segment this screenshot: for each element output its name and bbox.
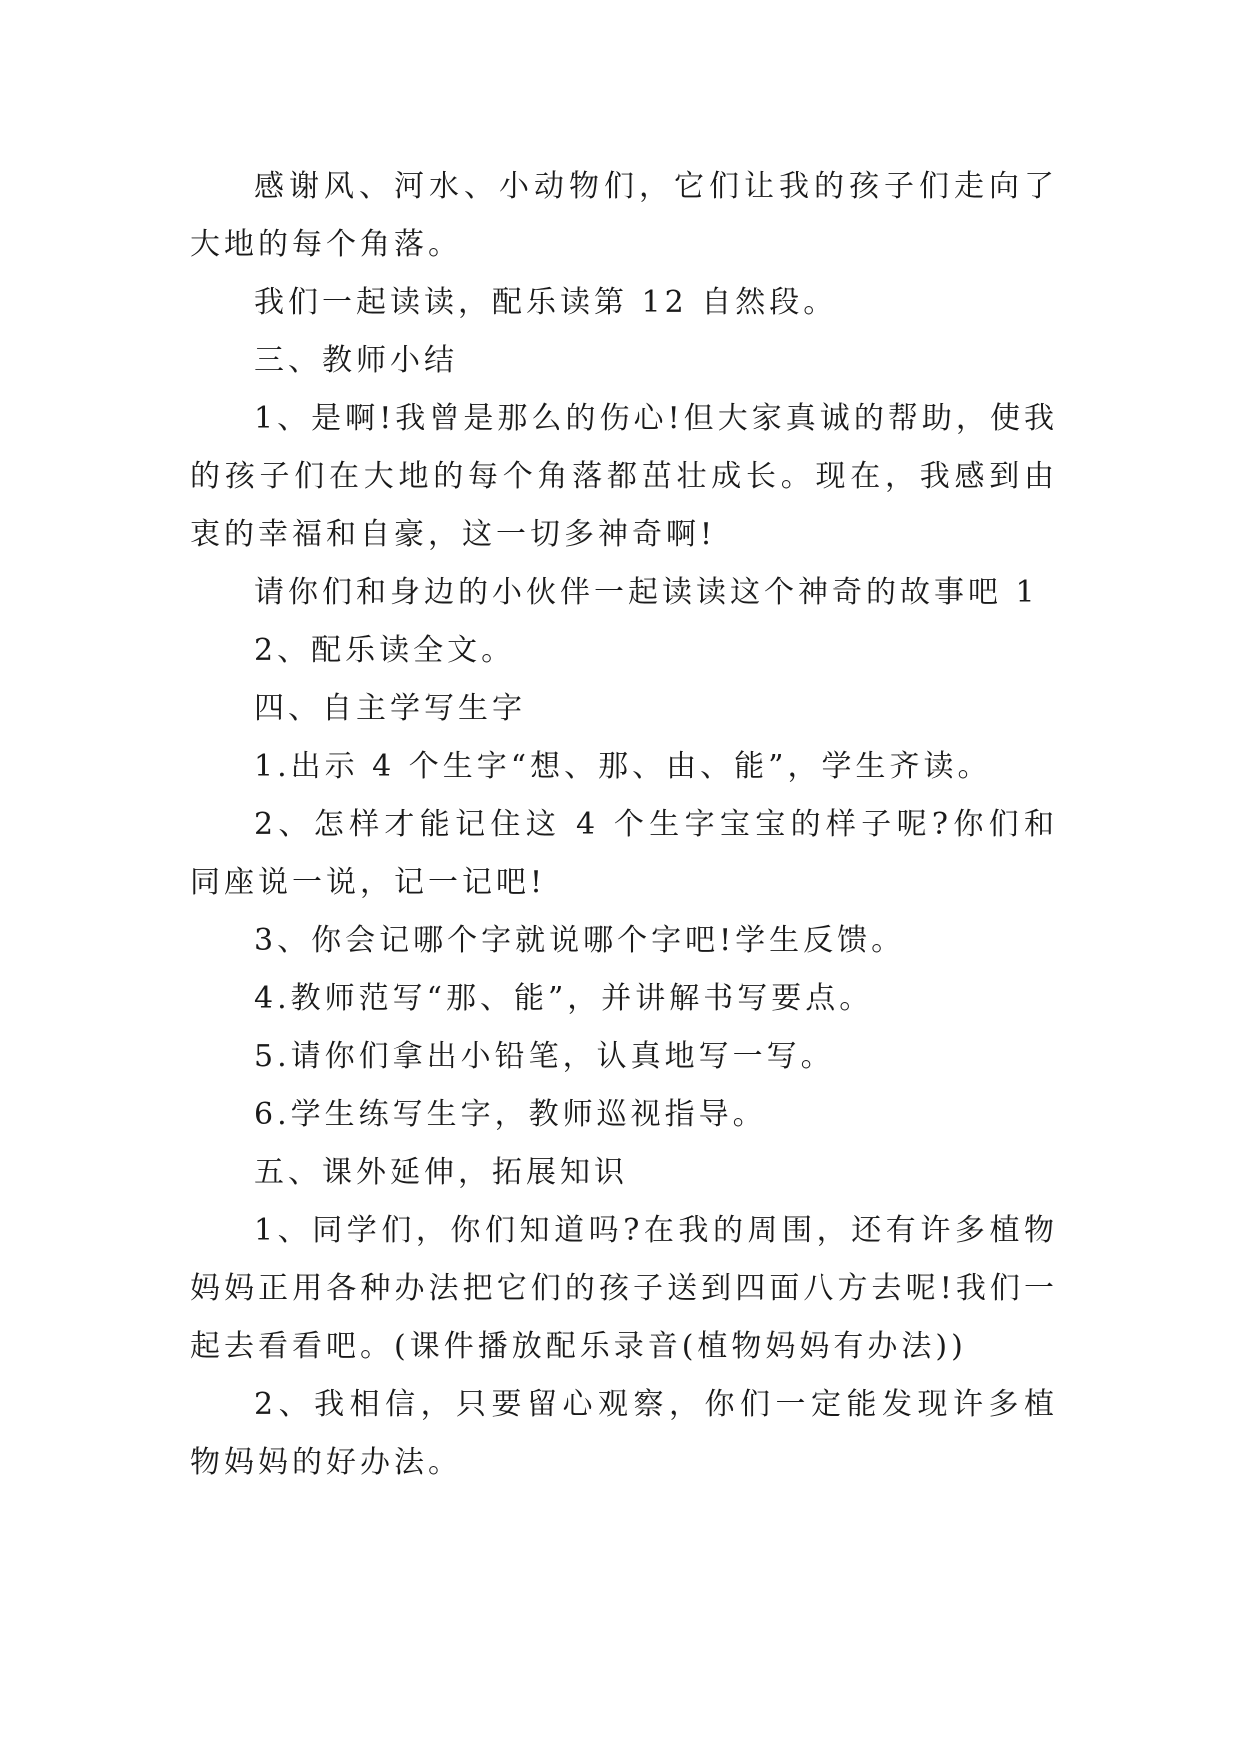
paragraph-summary-2: 2、配乐读全文。 <box>254 633 516 668</box>
paragraph-writing-2: 2、怎样才能记住这 4 个生字宝宝的样子呢?你们和同座说一说，记一记吧! <box>190 807 1058 900</box>
paragraph-summary-invite: 请你们和身边的小伙伴一起读读这个神奇的故事吧 1 <box>254 575 1039 610</box>
paragraph-thanks: 感谢风、河水、小动物们，它们让我的孩子们走向了大地的每个角落。 <box>190 169 1058 262</box>
paragraph-summary-1: 1、是啊!我曾是那么的伤心!但大家真诚的帮助，使我的孩子们在大地的每个角落都茁壮成长。现在，我感到由衷的幸福和自豪，这一切多神奇啊! <box>190 401 1058 552</box>
paragraph-read-together: 我们一起读读，配乐读第 12 自然段。 <box>254 285 838 320</box>
paragraph-writing-1: 1.出示 4 个生字“想、那、由、能”，学生齐读。 <box>254 749 992 784</box>
paragraph-writing-3: 3、你会记哪个字就说哪个字吧!学生反馈。 <box>254 923 906 958</box>
paragraph-extension-1: 1、同学们，你们知道吗?在我的周围，还有许多植物妈妈正用各种办法把它们的孩子送到四面八方去呢!我们一起去看看吧。(课件播放配乐录音(植物妈妈有办法)) <box>190 1213 1058 1364</box>
paragraph-writing-6: 6.学生练写生字，教师巡视指导。 <box>254 1097 767 1132</box>
paragraph-extension-2: 2、我相信，只要留心观察，你们一定能发现许多植物妈妈的好办法。 <box>190 1387 1058 1480</box>
paragraph-writing-4: 4.教师范写“那、能”，并讲解书写要点。 <box>254 981 874 1016</box>
section-heading-extension: 五、课外延伸，拓展知识 <box>254 1155 628 1190</box>
document-body <box>190 158 1058 1492</box>
section-heading-summary: 三、教师小结 <box>254 343 458 378</box>
section-heading-writing: 四、自主学写生字 <box>254 691 526 726</box>
paragraph-writing-5: 5.请你们拿出小铅笔，认真地写一写。 <box>254 1039 835 1074</box>
